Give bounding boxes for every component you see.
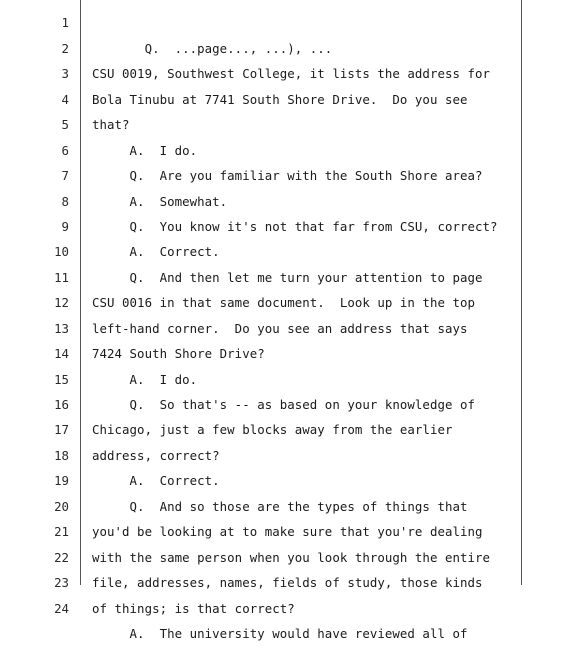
line-number: 21 bbox=[54, 524, 69, 540]
line-text: address, correct? bbox=[92, 447, 220, 463]
line-number: 7 bbox=[61, 168, 69, 184]
line-text: A. Correct. bbox=[92, 244, 220, 260]
line-text: CSU 0016 in that same document. Look up in the top bbox=[92, 295, 475, 311]
line-text: Q. So that's -- as based on your knowledge of bbox=[92, 397, 475, 413]
line-number: 15 bbox=[54, 371, 69, 387]
line-number: 1 bbox=[61, 15, 69, 31]
line-text: Bola Tinubu at 7741 South Shore Drive. Do you see bbox=[92, 91, 468, 107]
line-number: 9 bbox=[61, 218, 69, 234]
line-text: Chicago, just a few blocks away from the earlier bbox=[92, 422, 453, 438]
line-text: A. Somewhat. bbox=[92, 193, 228, 209]
line-text: A. I do. bbox=[92, 142, 198, 158]
line-number: 24 bbox=[54, 600, 69, 616]
line-number: 4 bbox=[61, 91, 69, 107]
line-number: 18 bbox=[54, 447, 69, 463]
line-number: 22 bbox=[54, 549, 69, 565]
line-text: that? bbox=[92, 117, 130, 133]
line-number: 13 bbox=[54, 320, 69, 336]
line-text: Q. Are you familiar with the South Shore area? bbox=[92, 168, 483, 184]
line-text: you'd be looking at to make sure that you're dealing bbox=[92, 524, 483, 540]
line-text: A. The university would have reviewed all of bbox=[92, 625, 468, 641]
line-text: Q. ...page..., ...), ... bbox=[92, 40, 333, 56]
line-number: 20 bbox=[54, 498, 69, 514]
line-text: A. Correct. bbox=[92, 473, 220, 489]
line-number: 23 bbox=[54, 575, 69, 591]
line-number: 6 bbox=[61, 142, 69, 158]
line-number: 12 bbox=[54, 295, 69, 311]
line-text: CSU 0019, Southwest College, it lists the address for bbox=[92, 66, 491, 82]
line-text: A. I do. bbox=[92, 371, 198, 387]
line-text: file, addresses, names, fields of study, those kinds bbox=[92, 575, 483, 591]
line-text: Q. And so those are the types of things that bbox=[92, 498, 468, 514]
line-text: of things; is that correct? bbox=[92, 600, 295, 616]
line-text: with the same person when you look through the entire bbox=[92, 549, 491, 565]
line-number: 5 bbox=[61, 117, 69, 133]
line-text: Q. And then let me turn your attention to page bbox=[92, 269, 483, 285]
line-text: 7424 South Shore Drive? bbox=[92, 346, 265, 362]
transcript-line bbox=[0, 0, 585, 56]
line-number: 19 bbox=[54, 473, 69, 489]
line-number: 3 bbox=[61, 66, 69, 82]
line-number: 8 bbox=[61, 193, 69, 209]
line-number: 10 bbox=[54, 244, 69, 260]
line-number: 16 bbox=[54, 397, 69, 413]
line-number: 14 bbox=[54, 346, 69, 362]
line-text: Q. You know it's not that far from CSU, correct? bbox=[92, 218, 498, 234]
line-number: 11 bbox=[54, 269, 69, 285]
line-number: 17 bbox=[54, 422, 69, 438]
line-number: 2 bbox=[61, 40, 69, 56]
line-text: left-hand corner. Do you see an address that says bbox=[92, 320, 468, 336]
